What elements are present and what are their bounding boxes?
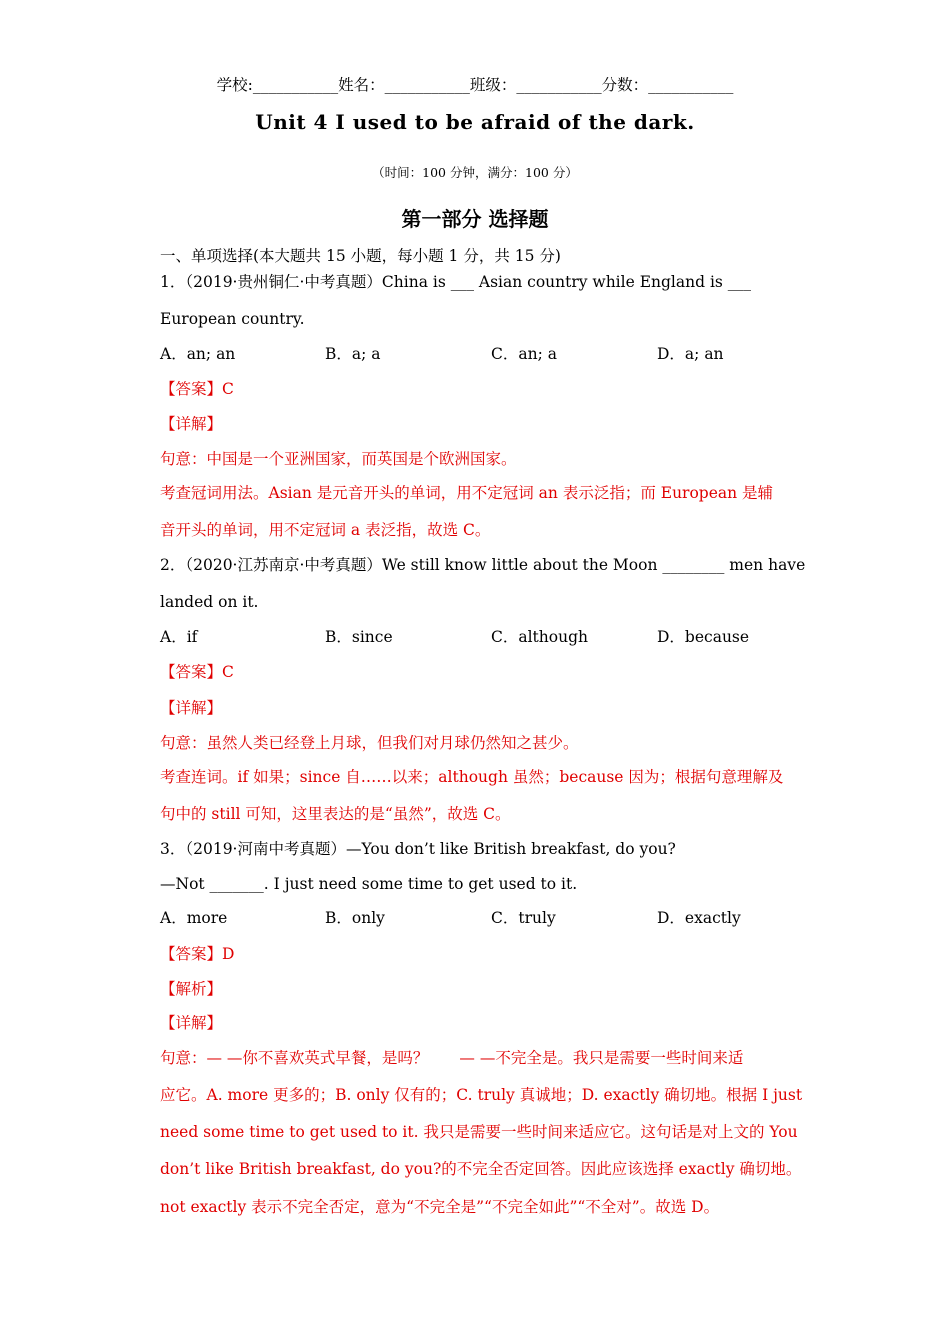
- question-stem: —Not _______. I just need some time to get used to it.: [160, 875, 578, 893]
- option-d: D．exactly: [657, 909, 741, 927]
- detail-label: 【详解】: [160, 1014, 223, 1032]
- explanation-line: 考查连词。if 如果；since 自……以来；although 虽然；because 因为；根据句意理解及: [160, 768, 784, 786]
- option-b: B．a; a: [325, 345, 381, 363]
- analysis-label: 【解析】: [160, 980, 223, 998]
- answer-label: 【答案】D: [160, 945, 235, 963]
- explanation-line: don’t like British breakfast, do you?的不完全否定回答。因此应该选择 exactly 确切地。: [160, 1160, 802, 1178]
- option-a: A．if: [160, 628, 198, 646]
- explanation-line: need some time to get used to it. 我只是需要一些时间来适应它。这句话是对上文的 You: [160, 1123, 798, 1141]
- question-stem: landed on it.: [160, 593, 259, 611]
- option-d: D．a; an: [657, 345, 724, 363]
- time-info: （时间：100 分钟，满分：100 分）: [372, 165, 578, 180]
- student-info-line: 学校:___________姓名：___________班级：___________分数：___________: [216, 76, 734, 94]
- part-title: 第一部分 选择题: [401, 207, 549, 231]
- answer-label: 【答案】C: [160, 380, 234, 398]
- option-b: B．only: [325, 909, 385, 927]
- option-d: D．because: [657, 628, 750, 646]
- explanation-line: not exactly 表示不完全否定，意为“不完全是”“不完全如此”“不全对”。故选 D。: [160, 1198, 720, 1216]
- explanation-line: 句意：虽然人类已经登上月球，但我们对月球仍然知之甚少。: [160, 734, 579, 752]
- explanation-line: 应它。A. more 更多的；B. only 仅有的；C. truly 真诚地；D. exactly 确切地。根据 I just: [160, 1086, 803, 1104]
- detail-label: 【详解】: [160, 415, 223, 433]
- explanation-line: 句意：— —你不喜欢英式早餐，是吗？ — —不完全是。我只是需要一些时间来适: [160, 1049, 744, 1067]
- question-stem: 3．（2019·河南中考真题）—You don’t like British breakfast, do you?: [160, 840, 676, 858]
- explanation-line: 音开头的单词，用不定冠词 a 表泛指，故选 C。: [160, 521, 491, 539]
- option-a: A．an; an: [160, 345, 236, 363]
- explanation-line: 句意：中国是一个亚洲国家，而英国是个欧洲国家。: [160, 450, 517, 468]
- section-intro: 一、单项选择(本大题共 15 小题，每小题 1 分，共 15 分): [160, 247, 561, 265]
- option-c: C．an; a: [491, 345, 557, 363]
- detail-label: 【详解】: [160, 699, 223, 717]
- explanation-line: 句中的 still 可知，这里表达的是“虽然”，故选 C。: [160, 805, 511, 823]
- question-stem: European country.: [160, 310, 305, 328]
- option-a: A．more: [160, 909, 228, 927]
- question-stem: 2．（2020·江苏南京·中考真题）We still know little about the Moon ________ men have: [160, 556, 806, 574]
- explanation-line: 考查冠词用法。Asian 是元音开头的单词，用不定冠词 an 表示泛指；而 European 是辅: [160, 484, 774, 502]
- option-c: C．truly: [491, 909, 556, 927]
- option-c: C．although: [491, 628, 588, 646]
- option-b: B．since: [325, 628, 393, 646]
- page-title: Unit 4 I used to be afraid of the dark.: [255, 110, 695, 134]
- answer-label: 【答案】C: [160, 663, 234, 681]
- question-stem: 1．（2019·贵州铜仁·中考真题）China is ___ Asian country while England is ___: [160, 273, 752, 291]
